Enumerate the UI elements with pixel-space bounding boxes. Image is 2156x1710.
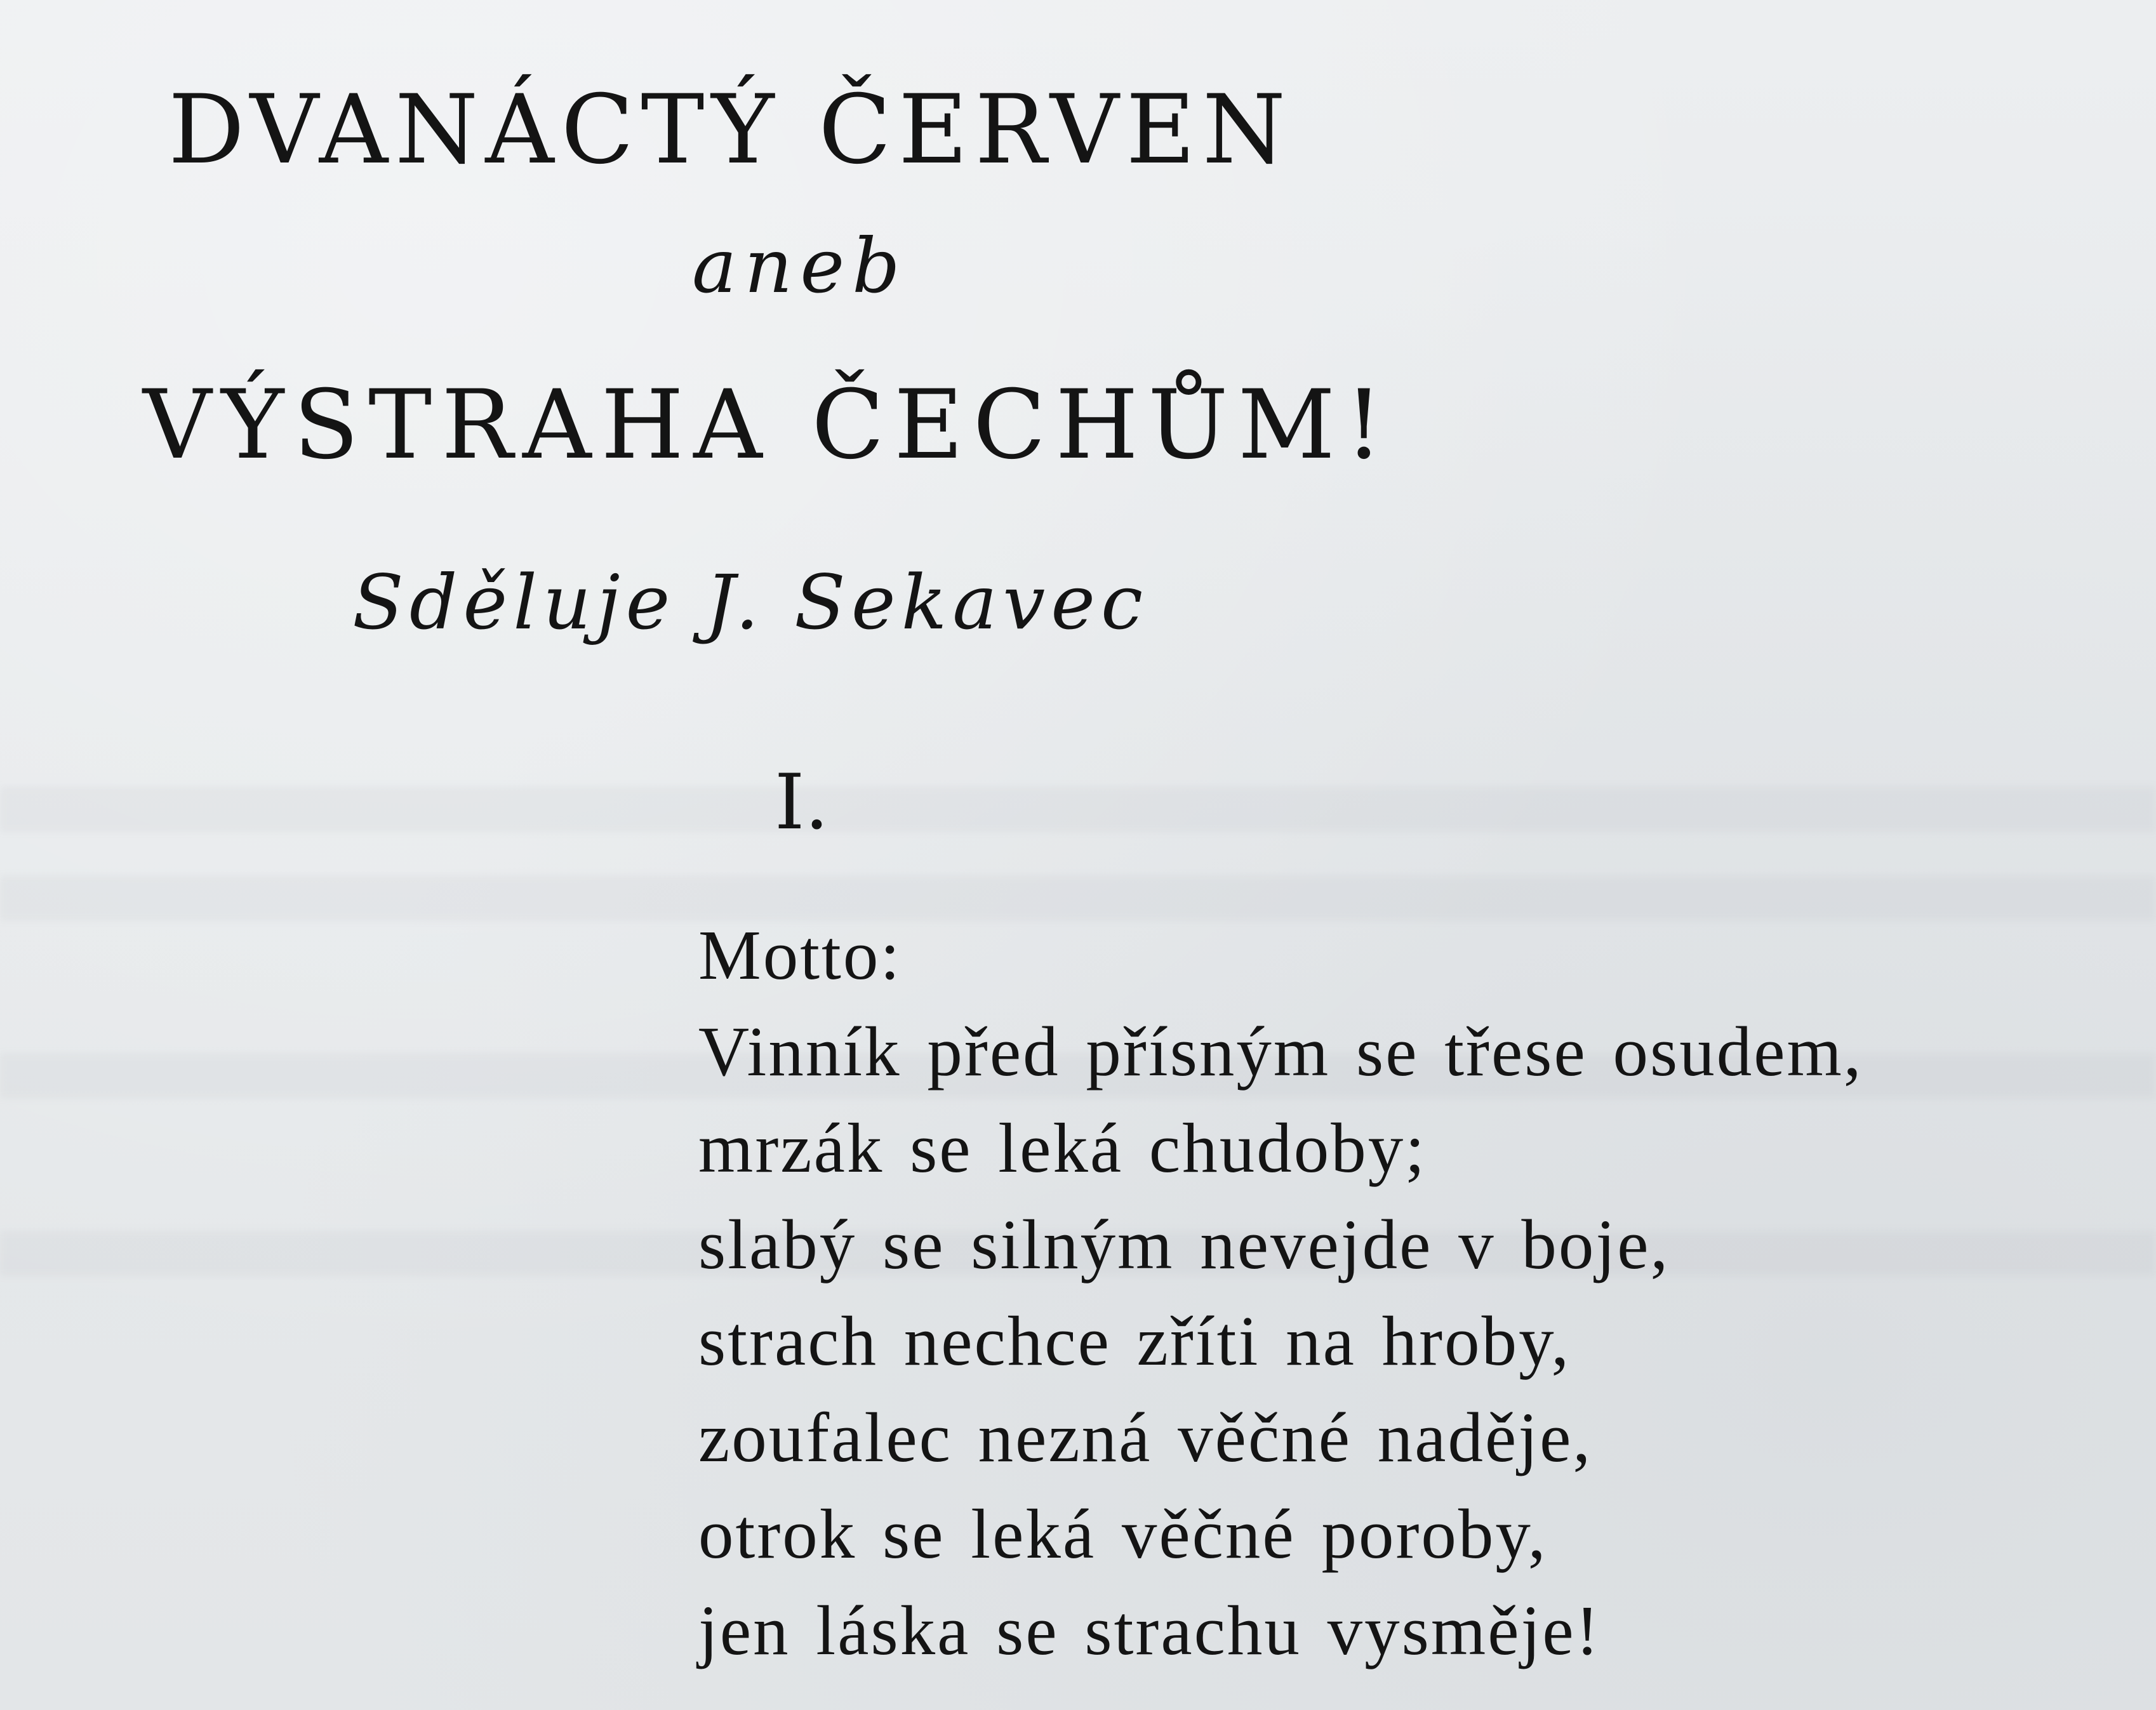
title-connector: aneb: [692, 222, 908, 310]
section-number: I.: [775, 759, 829, 847]
motto-line: Vinník před přísným se třese osudem,: [698, 1013, 1863, 1091]
motto-label: Motto:: [698, 917, 902, 995]
show-through-shadow: [0, 787, 2156, 832]
byline: Sděluje J. Sekavec: [352, 559, 1149, 646]
motto-line: strach nechce zříti na hroby,: [698, 1302, 1571, 1381]
motto-line: jen láska se strachu vysměje!: [698, 1592, 1601, 1670]
motto-line: mrzák se leká chudoby;: [698, 1110, 1427, 1188]
motto-line: slabý se silným nevejde v boje,: [698, 1206, 1670, 1284]
title-line-1: DVANÁCTÝ ČERVEN: [168, 75, 1293, 185]
motto-block: [698, 908, 1863, 1680]
motto-line: otrok se leká věčné poroby,: [698, 1495, 1548, 1574]
motto-line: zoufalec nezná věčné naděje,: [698, 1399, 1593, 1477]
title-line-2: VÝSTRAHA ČECHŮM!: [143, 370, 1393, 481]
